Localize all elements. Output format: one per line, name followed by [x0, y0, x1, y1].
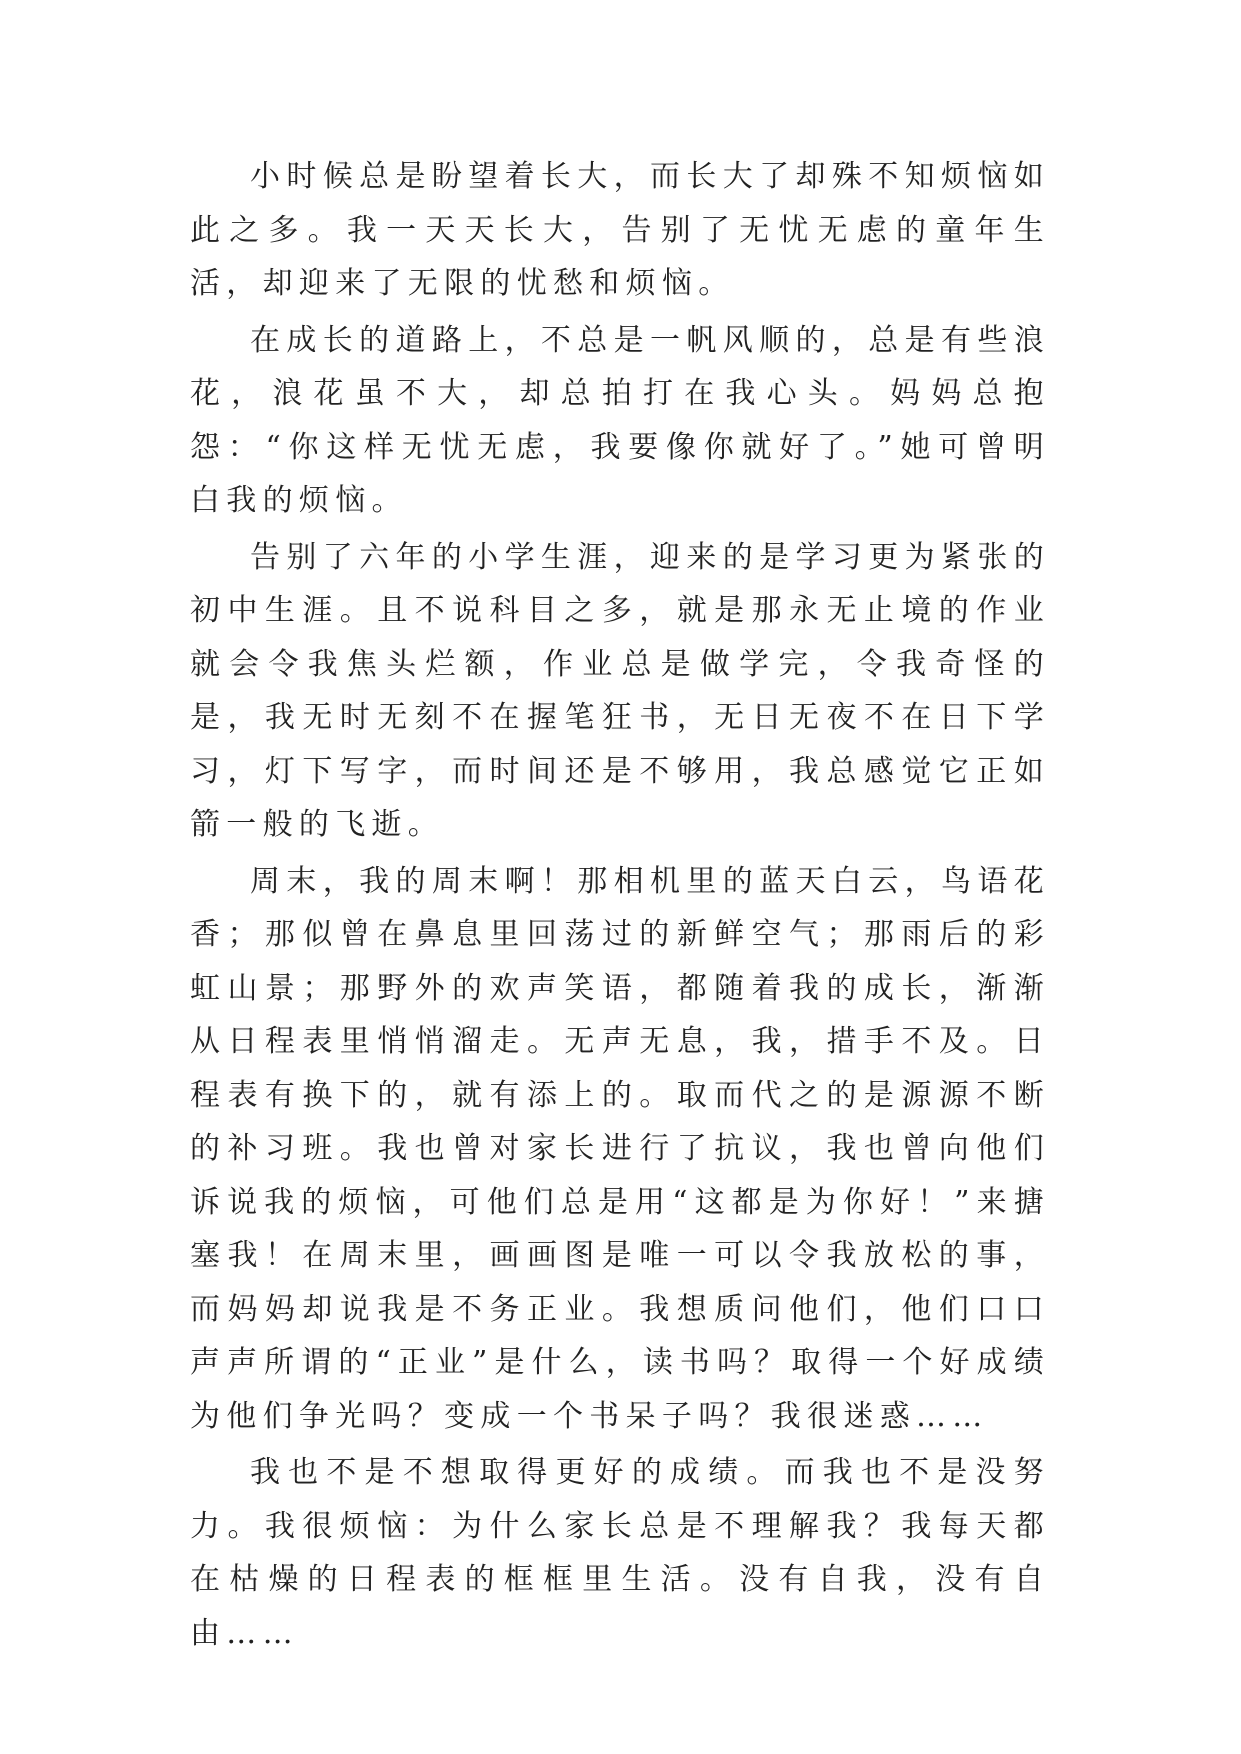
paragraph-5: 我也不是不想取得更好的成绩。而我也不是没努力。我很烦恼：为什么家长总是不理解我？我每天都在枯燥的日程表的框框里生活。没有自我，没有自由…… [190, 1455, 1050, 1651]
paragraph-2: 在成长的道路上，不总是一帆风顺的，总是有些浪花，浪花虽不大，却总拍打在我心头。妈妈总抱怨：“你这样无忧无虑，我要像你就好了。”她可曾明白我的烦恼。 [190, 322, 1050, 518]
essay-body [190, 150, 1050, 1663]
paragraph-1: 小时候总是盼望着长大，而长大了却殊不知烦恼如此之多。我一天天长大，告别了无忧无虑的童年生活，却迎来了无限的忧愁和烦恼。 [190, 159, 1050, 301]
paragraph-4: 周末，我的周末啊！那相机里的蓝天白云，鸟语花香；那似曾在鼻息里回荡过的新鲜空气；那雨后的彩虹山景；那野外的欢声笑语，都随着我的成长，渐渐从日程表里悄悄溜走。无声无息，我，措手不及。日程表有换下的，就有添上的。取而代之的是源源不断的补习班。我也曾对家长进行了抗议，我也曾向他们诉说我的烦恼，可他们总是用“这都是为你好！”来搪塞我！在周末里，画画图是唯一可以令我放松的事，而妈妈却说我是不务正业。我想质问他们，他们口口声声所谓的“正业”是什么，读书吗？取得一个好成绩为他们争光吗？变成一个书呆子吗？我很迷惑…… [190, 863, 1050, 1434]
paragraph-3: 告别了六年的小学生涯，迎来的是学习更为紧张的初中生涯。且不说科目之多，就是那永无止境的作业就会令我焦头烂额，作业总是做学完，令我奇怪的是，我无时无刻不在握笔狂书，无日无夜不在日下学习，灯下写字，而时间还是不够用，我总感觉它正如箭一般的飞逝。 [190, 539, 1050, 842]
